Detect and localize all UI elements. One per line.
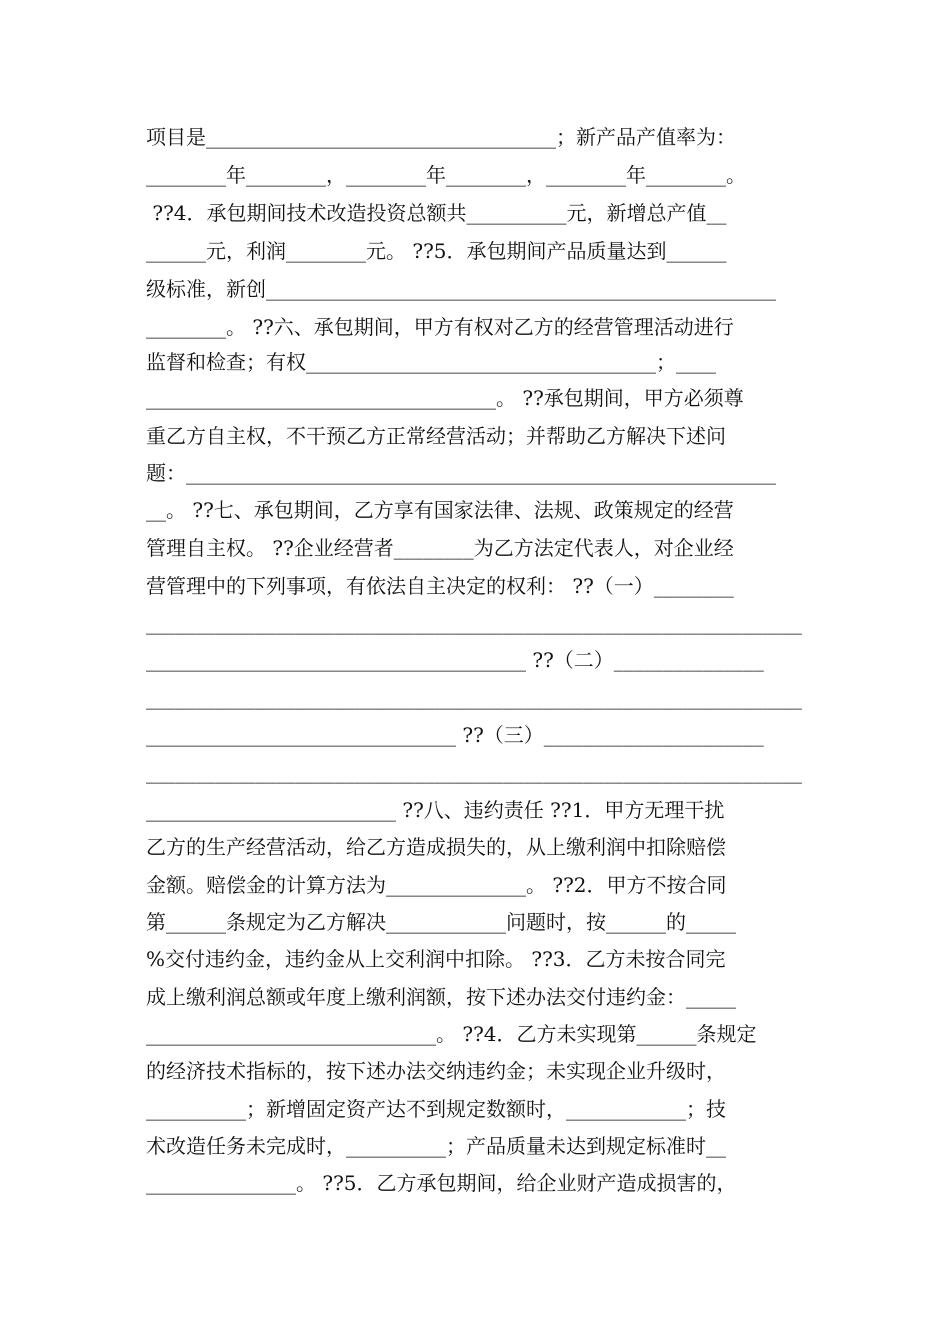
- text-line: ______元，利润________元。 ??5．承包期间产品质量达到______: [146, 239, 727, 263]
- text-line: ___________________________________。 ??承包期间，甲方必须尊: [146, 386, 744, 410]
- text-line: _______________。 ??5．乙方承包期间，给企业财产造成损害的，: [146, 1171, 737, 1195]
- text-line: 术改造任务未完成时，__________；产品质量未达到规定标准时__: [146, 1134, 726, 1158]
- text-line: ________。 ??六、承包期间，甲方有权对乙方的经营管理活动进行: [146, 315, 734, 339]
- text-line: 管理自主权。 ??企业经营者________为乙方法定代表人，对企业经: [146, 536, 734, 560]
- text-line: __。 ??七、承包期间，乙方享有国家法律、法规、政策规定的经营: [146, 498, 734, 522]
- text-line: 乙方的生产经营活动，给乙方造成损失的，从上缴利润中扣除赔偿: [146, 835, 726, 859]
- text-line: 营管理中的下列事项，有依法自主决定的权利： ??（一）________: [146, 574, 734, 598]
- text-line: __________；新增固定资产达不到规定数额时，____________；技: [146, 1097, 726, 1121]
- text-line: 级标准，新创___________________________________________________: [146, 277, 776, 301]
- text-line: ________年________，________年________，________年________。: [146, 163, 746, 187]
- text-line: 的经济技术指标的，按下述办法交纳违约金；未实现企业升级时，: [146, 1059, 726, 1083]
- text-line: 监督和检查；有权___________________________________；____: [146, 350, 716, 374]
- text-line: _________________________ ??八、违约责任 ??1．甲方无理干扰: [146, 798, 725, 822]
- text-line: __________________________________________________________________: [146, 686, 802, 710]
- text-line: 重乙方自主权，不干预乙方正常经营活动；并帮助乙方解决下述问: [146, 424, 726, 448]
- text-line: 成上缴利润总额或年度上缴利润额，按下述办法交付违约金：_____: [146, 985, 736, 1009]
- text-line: 第______条规定为乙方解决____________问题时，按______的_____: [146, 910, 736, 934]
- text-line: _______________________________ ??（三）______________________: [146, 723, 764, 747]
- text-line: 题：___________________________________________________________: [146, 461, 776, 485]
- text-line: %交付违约金，违约金从上交利润中扣除。 ??3．乙方未按合同完: [146, 947, 726, 971]
- text-line: ______________________________________ ??（二）_______________: [146, 648, 764, 672]
- text-line: 项目是___________________________________；新产品产值率为：: [146, 125, 736, 149]
- text-line: 金额。赔偿金的计算方法为______________。 ??2．甲方不按合同: [146, 873, 727, 897]
- text-line: ??4．承包期间技术改造投资总额共__________元，新增总产值__: [146, 201, 727, 225]
- text-line: __________________________________________________________________: [146, 611, 802, 635]
- text-line: _____________________________。 ??4．乙方未实现第______条规定: [146, 1022, 757, 1046]
- text-line: __________________________________________________________________: [146, 760, 802, 784]
